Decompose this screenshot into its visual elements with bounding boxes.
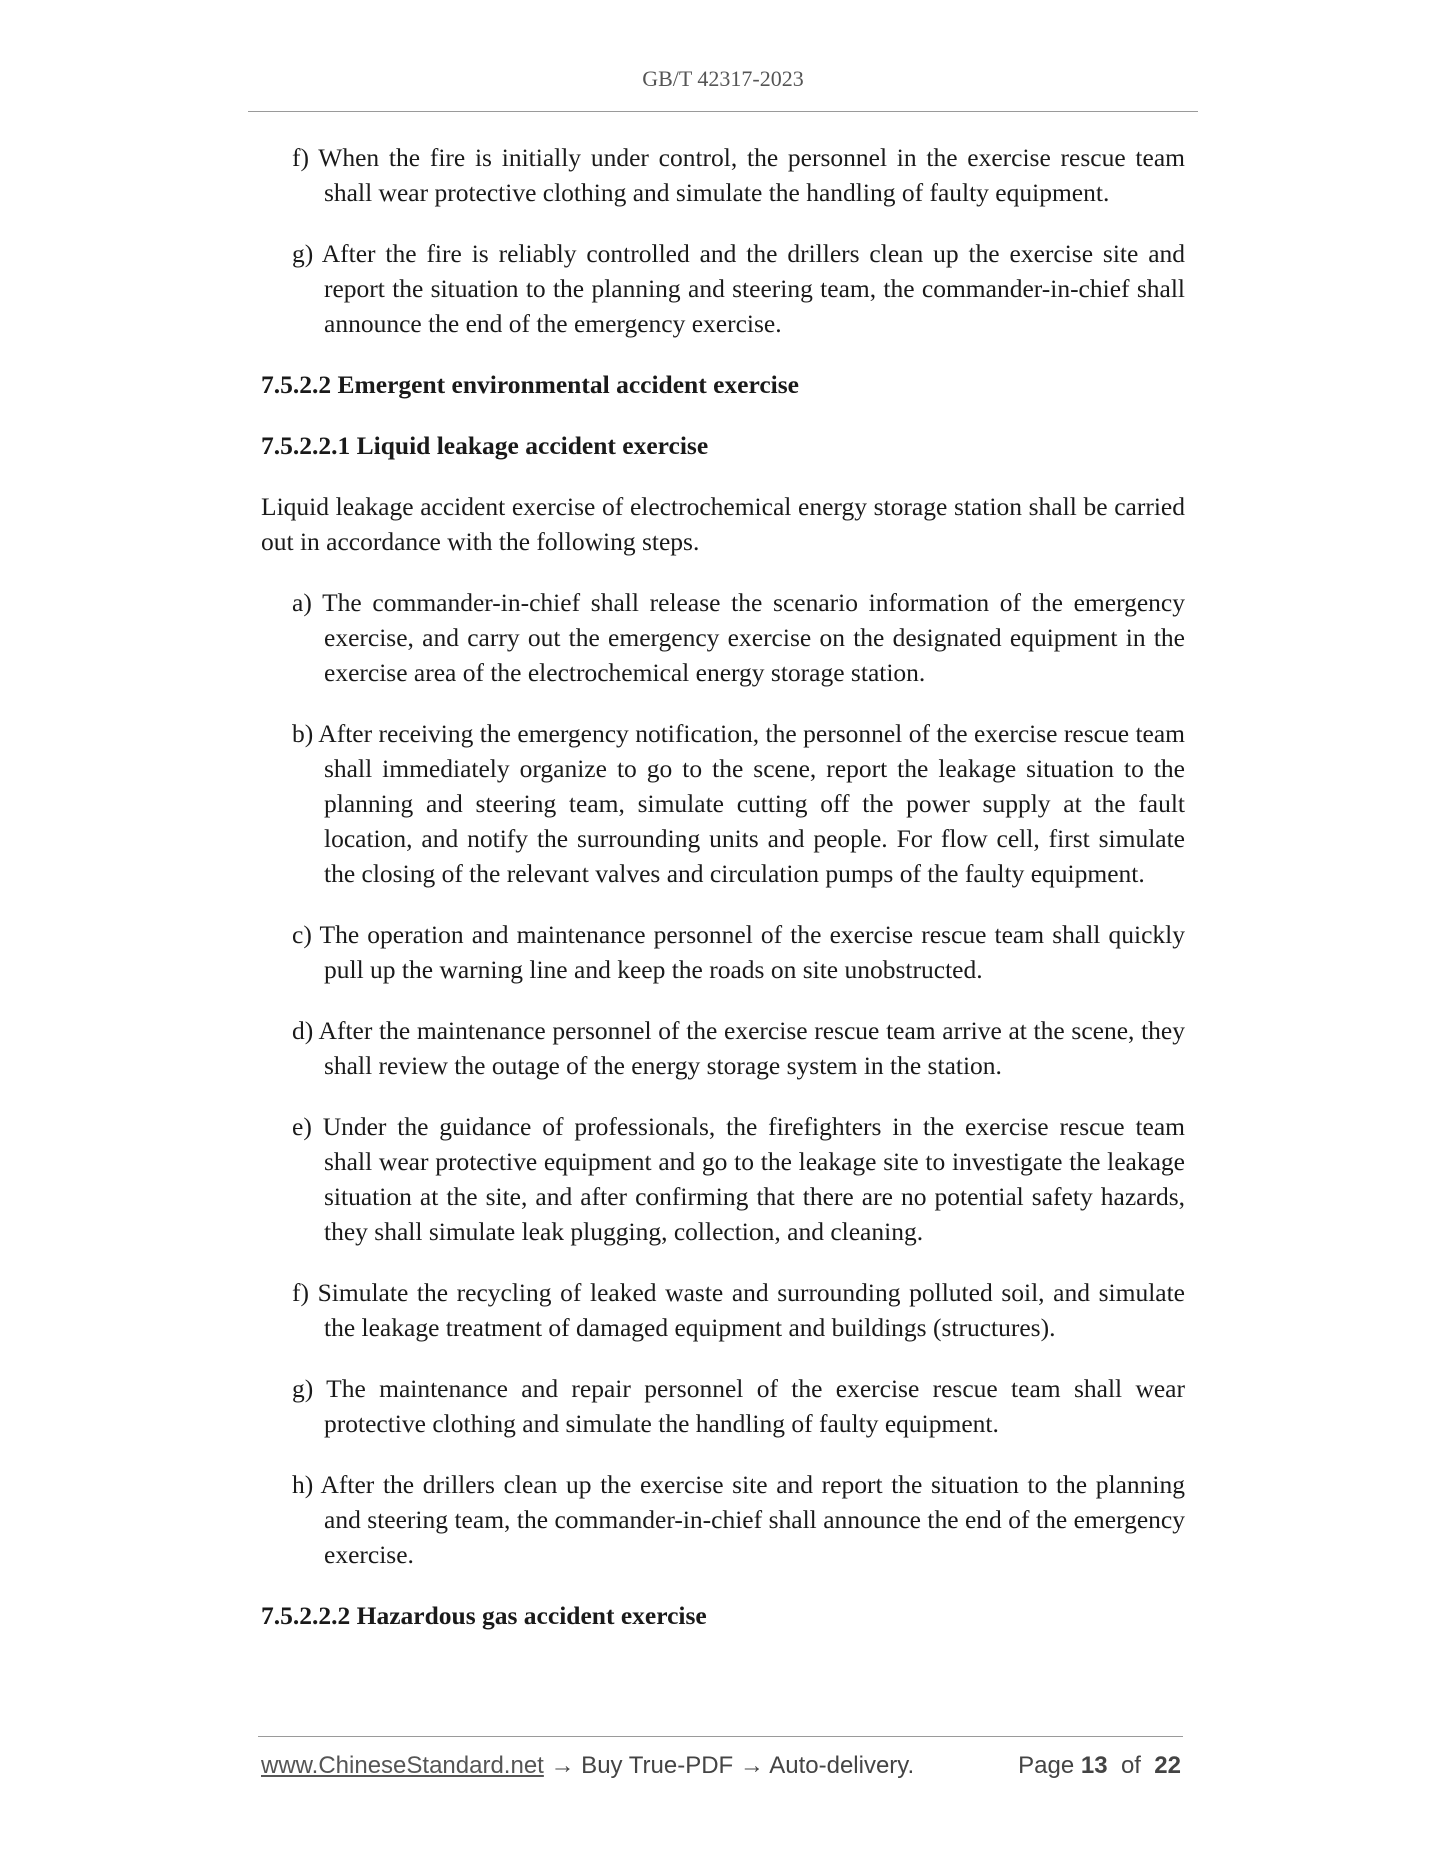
item-label: f) xyxy=(292,143,309,172)
list-item-f xyxy=(261,1275,1185,1345)
item-label: g) xyxy=(292,239,314,268)
item-text: The commander-in-chief shall release the scenario information of the emergency exercise, and carry out the emergency exercise on the designated equipment in the exercise area of the electrochemical energy storage station. xyxy=(322,588,1185,687)
list-item-h xyxy=(261,1467,1185,1572)
section-heading-7-5-2-2-1: 7.5.2.2.1 Liquid leakage accident exercise xyxy=(261,431,709,460)
list-item-a xyxy=(261,585,1185,690)
page-word: Page xyxy=(1018,1752,1075,1779)
item-text: After receiving the emergency notification, the personnel of the exercise rescue team shall immediately organize to go to the scene, report the leakage situation to the planning and steering team, simulate cutting off the power supply at the fault location, and notify the surrounding units and people. For flow cell, first simulate the closing of the relevant valves and circulation pumps of the faulty equipment. xyxy=(318,719,1185,888)
section-heading-7-5-2-2-2: 7.5.2.2.2 Hazardous gas accident exercise xyxy=(261,1601,707,1630)
of-word: of xyxy=(1120,1752,1141,1779)
website-link[interactable]: www.ChineseStandard.net xyxy=(261,1752,544,1779)
page-total: 22 xyxy=(1154,1752,1181,1779)
item-text: The operation and maintenance personnel of the exercise rescue team shall quickly pull up the warning line and keep the roads on site unobstructed. xyxy=(319,920,1186,984)
footer-promo xyxy=(261,1752,914,1780)
page-content xyxy=(261,140,1185,1659)
list-item-top-f xyxy=(261,140,1185,210)
list-item-e xyxy=(261,1109,1185,1249)
footer-divider xyxy=(258,1736,1183,1737)
item-label: f) xyxy=(292,1278,309,1307)
item-text: Simulate the recycling of leaked waste and surrounding polluted soil, and simulate the leakage treatment of damaged equipment and buildings (structures). xyxy=(317,1278,1185,1342)
list-item-b xyxy=(261,716,1185,891)
item-label: c) xyxy=(292,920,312,949)
item-text: Under the guidance of professionals, the firefighters in the exercise rescue team shall wear protective equipment and go to the leakage site to investigate the leakage situation at the site, and after confirming that there are no potential safety hazards, they shall simulate leak plugging, collection, and cleaning. xyxy=(322,1112,1185,1246)
page-footer xyxy=(261,1752,1181,1786)
page-current: 13 xyxy=(1080,1752,1108,1779)
item-label: d) xyxy=(292,1016,314,1045)
list-item-d xyxy=(261,1013,1185,1083)
item-label: e) xyxy=(292,1112,312,1141)
page-number xyxy=(1018,1752,1181,1780)
intro-paragraph: Liquid leakage accident exercise of electrochemical energy storage station shall be carried out in accordance with the following steps. xyxy=(261,492,1185,556)
item-text: The maintenance and repair personnel of the exercise rescue team shall wear protective clothing and simulate the handling of faulty equipment. xyxy=(324,1374,1185,1438)
item-text: After the fire is reliably controlled and the drillers clean up the exercise site and report the situation to the planning and steering team, the commander-in-chief shall announce the end of the emergency exercise. xyxy=(321,239,1186,338)
header-divider xyxy=(248,111,1198,112)
document-header: GB/T 42317-2023 xyxy=(642,66,804,91)
section-heading-7-5-2-2: 7.5.2.2 Emergent environmental accident exercise xyxy=(261,370,799,399)
list-item-g xyxy=(261,1371,1185,1441)
promo-text: → Buy True-PDF → Auto-delivery. xyxy=(543,1752,915,1779)
item-label: b) xyxy=(292,719,314,748)
item-label: a) xyxy=(292,588,312,617)
item-text: When the fire is initially under control, the personnel in the exercise rescue team shall wear protective clothing and simulate the handling of faulty equipment. xyxy=(318,143,1185,207)
item-label: h) xyxy=(292,1470,314,1499)
list-item-c xyxy=(261,917,1185,987)
item-label: g) xyxy=(292,1374,314,1403)
item-text: After the maintenance personnel of the exercise rescue team arrive at the scene, they shall review the outage of the energy storage system in the station. xyxy=(318,1016,1186,1080)
item-text: After the drillers clean up the exercise site and report the situation to the planning and steering team, the commander-in-chief shall announce the end of the emergency exercise. xyxy=(320,1470,1185,1569)
list-item-top-g xyxy=(261,236,1185,341)
